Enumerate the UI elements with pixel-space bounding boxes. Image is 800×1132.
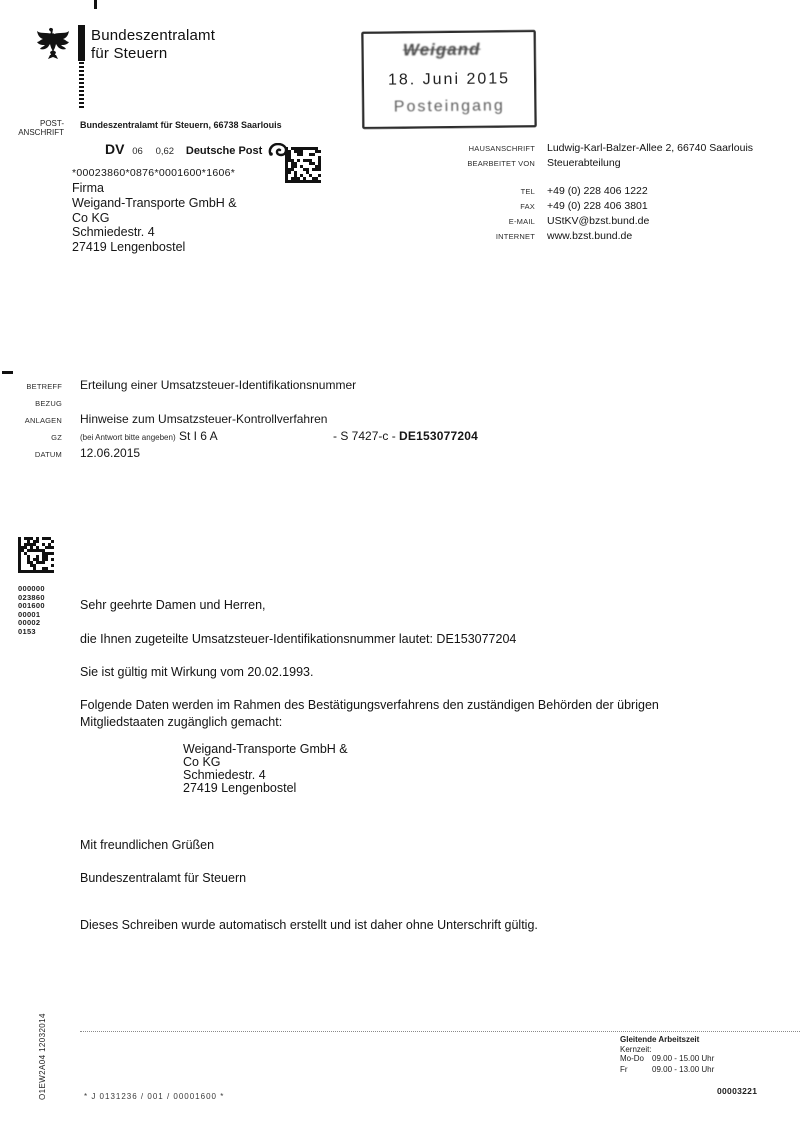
signature-agency: Bundeszentralamt für Steuern xyxy=(80,871,247,885)
gz-value: St I 6 A xyxy=(178,429,218,443)
data-matrix-barcode-top xyxy=(285,147,323,185)
office-hours-title: Gleitende Arbeitszeit xyxy=(620,1035,700,1044)
postanschrift-label: POST- ANSCHRIFT xyxy=(18,119,64,137)
agency-name-line2: für Steuern xyxy=(91,45,168,62)
recipient-routing-code: *00023860*0876*0001600*1606* xyxy=(72,167,236,179)
form-version-code: O1EW2A04 12032014 xyxy=(38,1013,47,1100)
office-hours-row: Mo-Do 09.00 - 15.00 Uhr xyxy=(620,1054,715,1063)
cut-mark xyxy=(94,0,97,9)
ref-row-betreff: BETREFF Erteilung einer Umsatzsteuer-Identifikationsnummer xyxy=(26,378,357,392)
posteingang-stamp xyxy=(361,30,536,129)
stamp-company-word: Weigand xyxy=(402,39,481,60)
body-paragraph-data-line2: Mitgliedstaaten zugänglich gemacht: xyxy=(80,715,283,729)
gz-reference: - S 7427-c - DE153077204 xyxy=(333,429,478,443)
print-control-code: 000000 023860 001600 00001 00002 0153 xyxy=(18,584,45,636)
page-serial-number: 00003221 xyxy=(717,1086,758,1096)
contact-row-tel: TEL +49 (0) 228 406 1222 xyxy=(520,185,648,197)
ref-row-gz: GZ (bei Antwort bitte angeben) St I 6 A - S 7427-c - DE153077204 xyxy=(51,429,478,443)
federal-eagle-icon xyxy=(36,26,70,62)
franking-dv: DV xyxy=(105,141,125,157)
contact-row-hausanschrift: HAUSANSCHRIFT Ludwig-Karl-Balzer-Allee 2, 66740 Saarlouis xyxy=(468,142,754,154)
data-matrix-barcode-left xyxy=(18,537,56,575)
office-hours xyxy=(620,1035,714,1075)
letterhead-bar xyxy=(78,25,85,61)
carrier-name: Deutsche Post xyxy=(185,145,263,157)
franking-line xyxy=(105,141,288,157)
recipient-address: Firma Weigand-Transporte GmbH & Co KG Schmiedestr. 4 27419 Lengenbostel xyxy=(72,181,237,255)
body-paragraph-validity: Sie ist gültig mit Wirkung vom 20.02.1993. xyxy=(80,665,314,679)
auto-generated-note: Dieses Schreiben wurde automatisch erstellt und ist daher ohne Unterschrift gültig. xyxy=(80,918,538,932)
stamp-caption: Posteingang xyxy=(393,97,505,116)
ref-row-bezug: BEZUG xyxy=(35,399,62,408)
document-print-code: * J 0131236 / 001 / 00001600 * xyxy=(84,1092,225,1101)
closing: Mit freundlichen Grüßen xyxy=(80,838,215,852)
sender-return-address: Bundeszentralamt für Steuern, 66738 Saarlouis xyxy=(80,120,282,130)
contact-block xyxy=(440,142,780,245)
contact-row-bearbeitet-von: BEARBEITET VON Steuerabteilung xyxy=(467,157,621,169)
salutation: Sehr geehrte Damen und Herren, xyxy=(80,598,266,612)
footer-rule xyxy=(80,1031,800,1032)
gz-note: (bei Antwort bitte angeben) xyxy=(80,433,176,442)
stamp-date: 18. Juni 2015 xyxy=(387,70,511,89)
office-hours-subtitle: Kernzeit: xyxy=(620,1044,652,1054)
franking-amount: 0,62 xyxy=(155,146,175,157)
body-paragraph-data-line1: Folgende Daten werden im Rahmen des Bestätigungsverfahrens den zuständigen Behörden der übrigen xyxy=(80,698,659,712)
body-paragraph-vatid: die Ihnen zugeteilte Umsatzsteuer-Identifikationsnummer lautet: DE153077204 xyxy=(80,632,517,646)
contact-row-internet: INTERNET www.bzst.bund.de xyxy=(495,230,633,242)
company-data-block: Weigand-Transporte GmbH & Co KG Schmiedestr. 4 27419 Lengenbostel xyxy=(183,742,348,795)
franking-code: 06 xyxy=(132,146,143,157)
agency-name xyxy=(91,27,215,63)
contact-row-fax: FAX +49 (0) 228 406 3801 xyxy=(520,200,648,212)
contact-row-email: E-MAIL UStKV@bzst.bund.de xyxy=(508,215,650,227)
office-hours-row: Fr 09.00 - 13.00 Uhr xyxy=(620,1064,715,1074)
fold-mark xyxy=(2,371,13,374)
ref-row-datum: DATUM 12.06.2015 xyxy=(34,446,141,460)
agency-name-line1: Bundeszentralamt xyxy=(91,27,216,44)
letterhead-bar-dashes xyxy=(79,62,84,108)
ref-row-anlagen: ANLAGEN Hinweise zum Umsatzsteuer-Kontrollverfahren xyxy=(24,412,328,426)
reference-block xyxy=(0,378,800,463)
